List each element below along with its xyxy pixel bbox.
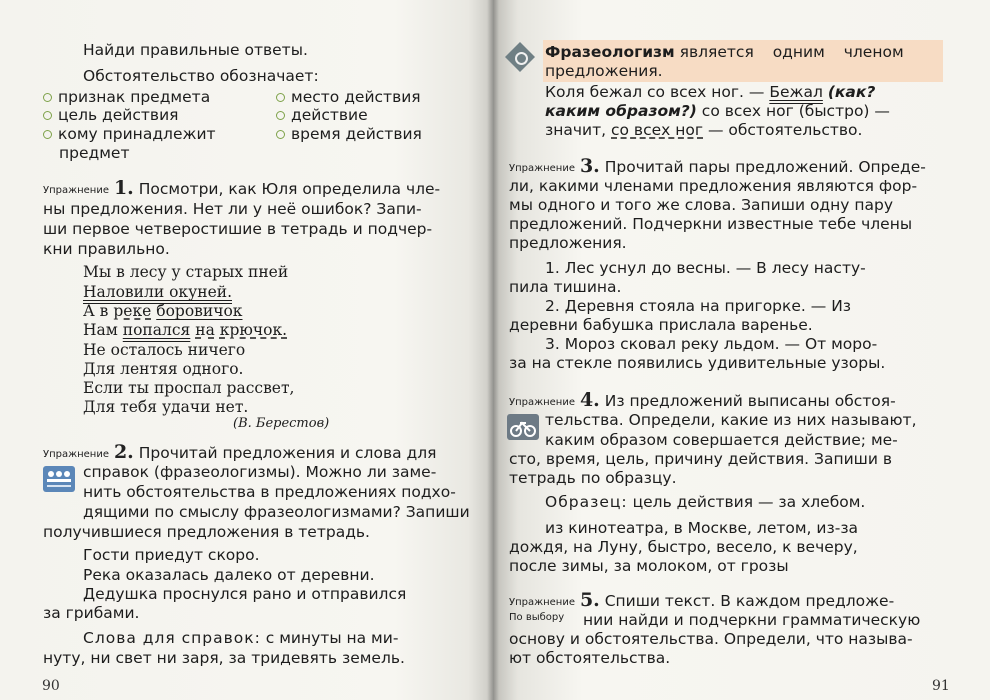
exercise-5-line: нии найди и подчеркни грамматическую <box>583 611 921 629</box>
exercise-2-line: дящими по смыслу фразеологизмами? Запиши <box>83 503 470 521</box>
exercise-4-sample: Образец: цель действия — за хлебом. <box>545 493 866 511</box>
page-number-left: 90 <box>42 678 60 694</box>
pair-work-icon-glyph <box>507 414 539 440</box>
exercise-2-line: нить обстоятельства в предложениях подхо- <box>83 483 456 501</box>
poem-author: (В. Берестов) <box>233 416 330 431</box>
exercise-3-item: 1. Лес уснул до весны. — В лесу насту- <box>545 259 866 277</box>
rule-example-line: значит, со всех ног — обстоятельство. <box>545 121 863 139</box>
exercise-5-line: основу и обстоятельства. Определи, что называ- <box>509 630 913 648</box>
poem-line: Для тебя удачи нет. <box>83 398 249 416</box>
exercise-4-words: после зимы, за молоком, от грозы <box>509 557 789 575</box>
group-work-icon-glyph <box>43 466 75 492</box>
exercise-2-line: получившиеся предложения в тетрадь. <box>43 523 370 541</box>
poem-line: Нам попался на крючок. <box>83 321 288 339</box>
option-continuation: предмет <box>59 144 130 162</box>
bullet-icon <box>276 130 285 139</box>
sentence: Река оказалась далеко от деревни. <box>83 566 375 584</box>
exercise-4-words: дождя, на Луну, быстро, весело, к вечеру, <box>509 538 858 556</box>
exercise-3-item: 3. Мороз сковал реку льдом. — От моро- <box>545 335 878 353</box>
intro-title: Найди правильные ответы. <box>83 41 308 59</box>
bullet-icon <box>276 93 285 102</box>
exercise-1-line: ши первое четверостишие в тетрадь и подчер- <box>43 220 433 238</box>
book-gutter <box>487 0 499 700</box>
rule-diamond-inner-icon <box>515 52 528 65</box>
rule-example-line: каким образом?) со всех ног (быстро) — <box>545 102 890 120</box>
exercise-2-heading: Упражнение 2. Прочитай предложения и слова для <box>43 441 437 463</box>
exercise-1-line: кни правильно. <box>43 240 170 258</box>
exercise-3-line: ли, какими членами предложения являются фор- <box>509 177 918 195</box>
exercise-4-words: из кинотеатра, в Москве, летом, из-за <box>545 519 859 537</box>
exercise-3-heading: Упражнение 3. Прочитай пары предложений. Опреде- <box>509 155 926 177</box>
exercise-3-line: мы одного и того же слова. Запиши одну пару <box>509 196 894 214</box>
reference-words: Слова для справок: с минуты на ми- <box>83 629 399 647</box>
poem-line: Если ты проспал рассвет, <box>83 379 295 397</box>
poem-line: Наловили окуней. <box>83 283 232 301</box>
poem-line: Не осталось ничего <box>83 341 246 359</box>
option-item: цель действия <box>43 105 178 125</box>
option-item: кому принадлежит <box>43 124 216 144</box>
bullet-icon <box>43 130 52 139</box>
bullet-icon <box>43 93 52 102</box>
rule-example-line: Коля бежал со всех ног. — Бежал (как? <box>545 83 876 101</box>
option-item: время действия <box>276 124 422 144</box>
exercise-3-line: предложений. Подчеркни известные тебе члены <box>509 215 913 233</box>
exercise-4-line: каким образом совершается действие; ме- <box>545 431 898 449</box>
option-item: признак предмета <box>43 87 210 107</box>
exercise-3-item: пила тишина. <box>509 278 622 296</box>
pair-work-icon <box>507 414 539 440</box>
sentence: Гости приедут скоро. <box>83 546 260 564</box>
exercise-2-line: справок (фразеологизмы). Можно ли заме- <box>83 463 437 481</box>
question: Обстоятельство обозначает: <box>83 67 319 85</box>
exercise-3-item: 2. Деревня стояла на пригорке. — Из <box>545 297 852 315</box>
group-work-icon <box>43 466 75 492</box>
poem-line: А в реке боровичок <box>83 302 243 320</box>
bullet-icon <box>276 111 285 120</box>
exercise-1-line: ны предложения. Нет ли у неё ошибок? Запи- <box>43 200 422 218</box>
bullet-icon <box>43 111 52 120</box>
reference-words-line: нуту, ни свет ни заря, за тридевять земель. <box>43 649 405 667</box>
sentence: Дедушка проснулся рано и отправился <box>83 585 407 603</box>
exercise-1-heading: Упражнение 1. Посмотри, как Юля определила чле- <box>43 177 441 199</box>
rule-line: предложения. <box>545 62 663 80</box>
sentence: за грибами. <box>43 604 140 622</box>
exercise-5-line: ют обстоятельства. <box>509 649 671 667</box>
exercise-3-line: предложения. <box>509 234 627 252</box>
exercise-4-line: сто, время, цель, причину действия. Запиши в <box>509 450 892 468</box>
poem-line: Мы в лесу у старых пней <box>83 263 289 281</box>
exercise-4-heading: Упражнение 4. Из предложений выписаны обстоя- <box>509 389 896 411</box>
exercise-5-heading: Упражнение 5. Спиши текст. В каждом предложе- <box>509 589 895 611</box>
exercise-5-sublabel: По выбору <box>509 612 565 623</box>
exercise-3-item: деревни бабушка прислала варенье. <box>509 316 813 334</box>
option-item: место действия <box>276 87 421 107</box>
rule-line: Фразеологизм является одним членом <box>545 43 904 61</box>
page-number-right: 91 <box>932 678 950 694</box>
exercise-4-line: тельства. Определи, какие из них называют, <box>545 411 917 429</box>
exercise-4-line: тетрадь по образцу. <box>509 469 677 487</box>
exercise-3-item: за на стекле появились удивительные узоры. <box>509 354 886 372</box>
option-item: действие <box>276 105 368 125</box>
poem-line: Для лентяя одного. <box>83 360 244 378</box>
